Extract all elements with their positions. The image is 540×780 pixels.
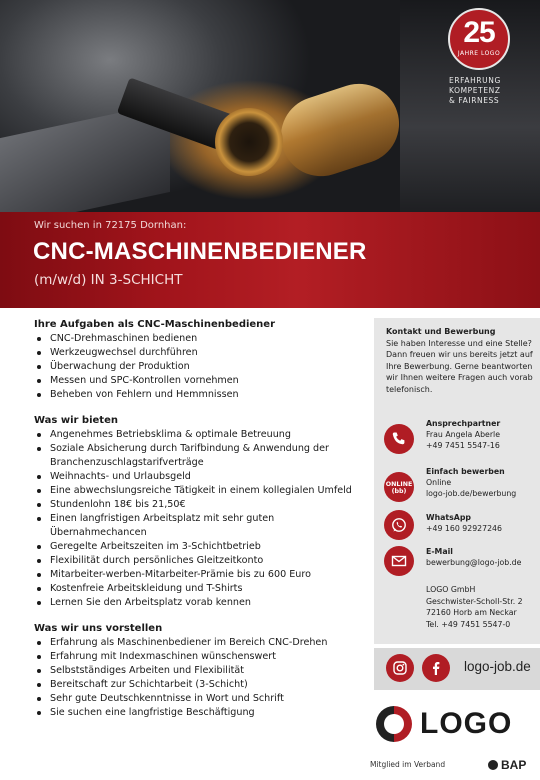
list-item: Einen langfristigen Arbeitsplatz mit sehr guten Übernahmechancen bbox=[34, 512, 364, 540]
section-tasks bbox=[34, 318, 364, 402]
section-offer bbox=[34, 414, 364, 610]
brass-workpiece bbox=[271, 73, 410, 186]
online-icon-sub: (bb) bbox=[391, 488, 407, 495]
bap-logo: BAP bbox=[488, 758, 526, 772]
section-profile bbox=[34, 622, 364, 720]
contact-intro bbox=[386, 326, 536, 396]
contact-whatsapp-heading: WhatsApp bbox=[426, 513, 471, 522]
member-text: Mitglied im Verband bbox=[370, 760, 446, 769]
website-link[interactable]: logo-job.de bbox=[464, 659, 531, 674]
badge-sub: JAHRE LOGO bbox=[457, 50, 501, 57]
company-street: Geschwister-Scholl-Str. 2 bbox=[426, 596, 523, 606]
list-item: Sie suchen eine langfristige Beschäftigung bbox=[34, 706, 364, 720]
list-item: Werkzeugwechsel durchführen bbox=[34, 346, 364, 360]
company-city: 72160 Horb am Neckar bbox=[426, 608, 517, 618]
online-icon-label: ONLINE bbox=[385, 481, 413, 488]
contact-person bbox=[426, 418, 538, 451]
logo-wordmark: LOGO bbox=[420, 707, 513, 740]
list-item: Lernen Sie den Arbeitsplatz vorab kennen bbox=[34, 596, 364, 610]
claim-2: KOMPETENZ bbox=[449, 86, 501, 95]
list-item: Weihnachts- und Urlaubsgeld bbox=[34, 470, 364, 484]
list-item: Stundenlohn 18€ bis 21,50€ bbox=[34, 498, 364, 512]
badge-number: 25 bbox=[463, 16, 495, 49]
list-item: Sehr gute Deutschkenntnisse in Wort und Schrift bbox=[34, 692, 364, 706]
contact-online-heading: Einfach bewerben bbox=[426, 467, 505, 476]
list-item: Bereitschaft zur Schichtarbeit (3-Schicht) bbox=[34, 678, 364, 692]
job-details bbox=[34, 318, 364, 732]
contact-sidebar bbox=[374, 318, 540, 644]
contact-email-heading: E-Mail bbox=[426, 547, 453, 556]
contact-intro-text: Sie haben Interesse und eine Stelle? Dann freuen wir uns bereits jetzt auf Ihre Bewerbung. Gerne beantworten wir Ihnen weitere Fragen auch vorab telefonisch. bbox=[386, 338, 533, 394]
list-item: Beheben von Fehlern und Hemmnissen bbox=[34, 388, 364, 402]
contact-online-link[interactable]: logo-job.de/bewerbung bbox=[426, 489, 517, 498]
contact-person-phone[interactable]: +49 7451 5547-16 bbox=[426, 441, 500, 450]
contact-person-name: Frau Angela Aberle bbox=[426, 430, 501, 439]
logo-mark-icon bbox=[376, 706, 412, 742]
contact-online-label: Online bbox=[426, 478, 452, 487]
list-item: Überwachung der Produktion bbox=[34, 360, 364, 374]
list-item: Eine abwechslungsreiche Tätigkeit in einem kollegialen Umfeld bbox=[34, 484, 364, 498]
instagram-icon[interactable] bbox=[386, 654, 414, 682]
company-logo bbox=[376, 704, 526, 744]
list-item: Messen und SPC-Kontrollen vornehmen bbox=[34, 374, 364, 388]
workpiece-bore bbox=[215, 108, 283, 176]
list-item: Erfahrung als Maschinenbediener im Bereich CNC-Drehen bbox=[34, 636, 364, 650]
anniversary-badge bbox=[448, 8, 510, 70]
list-item: CNC-Drehmaschinen bedienen bbox=[34, 332, 364, 346]
mail-icon bbox=[384, 546, 414, 576]
offer-list bbox=[34, 428, 364, 610]
contact-whatsapp bbox=[426, 512, 538, 534]
contact-heading: Kontakt und Bewerbung bbox=[386, 327, 496, 336]
claims bbox=[449, 76, 501, 106]
company-phone[interactable]: Tel. +49 7451 5547-0 bbox=[426, 619, 511, 629]
company-name: LOGO GmbH bbox=[426, 585, 476, 594]
list-item: Kostenfreie Arbeitskleidung und T-Shirts bbox=[34, 582, 364, 596]
job-subtitle: (m/w/d) IN 3-SCHICHT bbox=[34, 272, 183, 288]
list-item: Soziale Absicherung durch Tarifbindung & Anwendung der Branchenzuschlagstarifverträge bbox=[34, 442, 364, 470]
list-item: Angenehmes Betriebsklima & optimale Betreuung bbox=[34, 428, 364, 442]
whatsapp-icon bbox=[384, 510, 414, 540]
profile-list bbox=[34, 636, 364, 720]
claim-3: & FAIRNESS bbox=[449, 96, 500, 105]
section-heading: Was wir bieten bbox=[34, 415, 118, 426]
task-list bbox=[34, 332, 364, 402]
social-bar bbox=[374, 648, 540, 690]
facebook-icon[interactable] bbox=[422, 654, 450, 682]
claim-1: ERFAHRUNG bbox=[449, 76, 501, 85]
hero-image bbox=[0, 0, 540, 212]
online-icon bbox=[384, 472, 414, 502]
contact-person-heading: Ansprechpartner bbox=[426, 419, 501, 428]
list-item: Selbstständiges Arbeiten und Flexibilität bbox=[34, 664, 364, 678]
list-item: Erfahrung mit Indexmaschinen wünschenswert bbox=[34, 650, 364, 664]
job-title: CNC-MASCHINENBEDIENER bbox=[33, 238, 367, 265]
contact-whatsapp-number[interactable]: +49 160 92927246 bbox=[426, 524, 502, 533]
location-text: Wir suchen in 72175 Dornhan: bbox=[34, 220, 187, 231]
list-item: Mitarbeiter-werben-Mitarbeiter-Prämie bis zu 600 Euro bbox=[34, 568, 364, 582]
section-heading: Was wir uns vorstellen bbox=[34, 623, 163, 634]
contact-online bbox=[426, 466, 538, 499]
contact-email bbox=[426, 546, 538, 568]
section-heading: Ihre Aufgaben als CNC-Maschinenbediener bbox=[34, 319, 276, 330]
contact-email-address[interactable]: bewerbung@logo-job.de bbox=[426, 558, 522, 567]
title-band bbox=[0, 212, 540, 308]
company-address bbox=[426, 584, 538, 630]
list-item: Geregelte Arbeitszeiten im 3-Schichtbetrieb bbox=[34, 540, 364, 554]
phone-icon bbox=[384, 424, 414, 454]
list-item: Flexibilität durch persönliches Gleitzeitkonto bbox=[34, 554, 364, 568]
